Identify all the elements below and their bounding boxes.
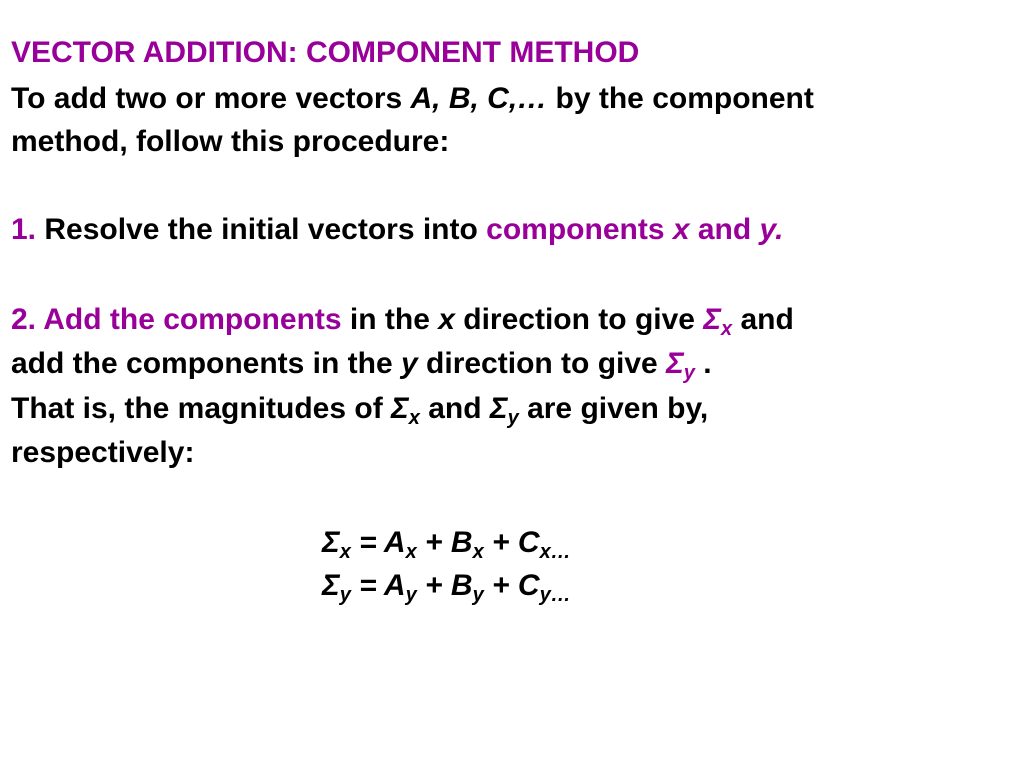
eq-x-equals: =: [350, 526, 384, 559]
step-2-sub-x: x: [721, 318, 733, 340]
magnitudes-sigma-y: Σ: [489, 392, 508, 425]
step-1-y: y.: [759, 213, 784, 246]
step-1-and: and: [689, 213, 760, 246]
magnitudes-sigma-x: Σ: [391, 392, 409, 425]
equation-sum-y: [322, 569, 571, 606]
step-2-sigma-x: Σ: [703, 303, 722, 336]
eq-x-c: C: [517, 526, 540, 559]
step-1-text: Resolve the initial vectors into: [36, 213, 487, 246]
eq-x-a-sub: x: [405, 541, 417, 563]
eq-x-plus-1: +: [416, 526, 451, 559]
step-1-x: x: [672, 213, 690, 246]
eq-x-sigma-sub: x: [339, 541, 351, 563]
eq-y-a: A: [383, 569, 406, 602]
intro-text-b: by the component: [547, 82, 814, 115]
eq-y-b-sub: y: [472, 584, 484, 606]
step-2-text-c: and: [732, 303, 794, 336]
eq-y-b: B: [450, 569, 473, 602]
step-2-line-2: [11, 347, 712, 384]
magnitudes-text-b: are given by,: [518, 392, 709, 425]
eq-y-a-sub: y: [405, 584, 417, 606]
magnitudes-sub-x: x: [408, 407, 420, 429]
eq-x-b-sub: x: [472, 541, 484, 563]
step-2-text-a: in the: [341, 303, 439, 336]
eq-x-a: A: [383, 526, 406, 559]
magnitudes-line-2: respectively:: [11, 436, 195, 469]
step-2-sigma-y: Σ: [666, 347, 684, 380]
eq-y-sigma: Σ: [322, 569, 340, 602]
eq-y-plus-2: +: [483, 569, 518, 602]
step-2-text-b: direction to give: [454, 303, 704, 336]
magnitudes-sub-y: y: [507, 407, 519, 429]
step-2-y: y: [401, 347, 418, 380]
eq-y-equals: =: [350, 569, 384, 602]
step-1: [11, 213, 783, 247]
step-1-components: components: [486, 213, 673, 246]
intro-line-2: method, follow this procedure:: [11, 125, 450, 158]
eq-x-plus-2: +: [483, 526, 518, 559]
step-2-line-2-a: add the components in the: [11, 347, 402, 380]
eq-y-c-sub: y…: [539, 584, 571, 606]
step-2-line-1: [11, 303, 794, 340]
intro-vectors: A, B, C,…: [410, 82, 548, 115]
slide-title: VECTOR ADDITION: COMPONENT METHOD: [11, 36, 640, 69]
step-2-sub-y: y: [683, 362, 695, 384]
intro-text-a: To add two or more vectors: [11, 82, 411, 115]
step-2-line-2-b: direction to give: [417, 347, 667, 380]
step-2-line-2-end: .: [694, 347, 712, 380]
step-1-number: 1.: [11, 213, 37, 246]
magnitudes-text-a: That is, the magnitudes of: [11, 392, 392, 425]
eq-x-b: B: [450, 526, 473, 559]
intro-line-1: [11, 82, 814, 116]
step-2-x: x: [438, 303, 455, 336]
eq-y-c: C: [517, 569, 540, 602]
eq-y-plus-1: +: [416, 569, 451, 602]
magnitudes-and: and: [419, 392, 490, 425]
eq-x-sigma: Σ: [322, 526, 340, 559]
eq-x-c-sub: x…: [539, 541, 571, 563]
eq-y-sigma-sub: y: [339, 584, 351, 606]
equation-sum-x: [322, 526, 571, 563]
step-2-lead: 2. Add the components: [11, 303, 342, 336]
magnitudes-line-1: [11, 392, 709, 429]
